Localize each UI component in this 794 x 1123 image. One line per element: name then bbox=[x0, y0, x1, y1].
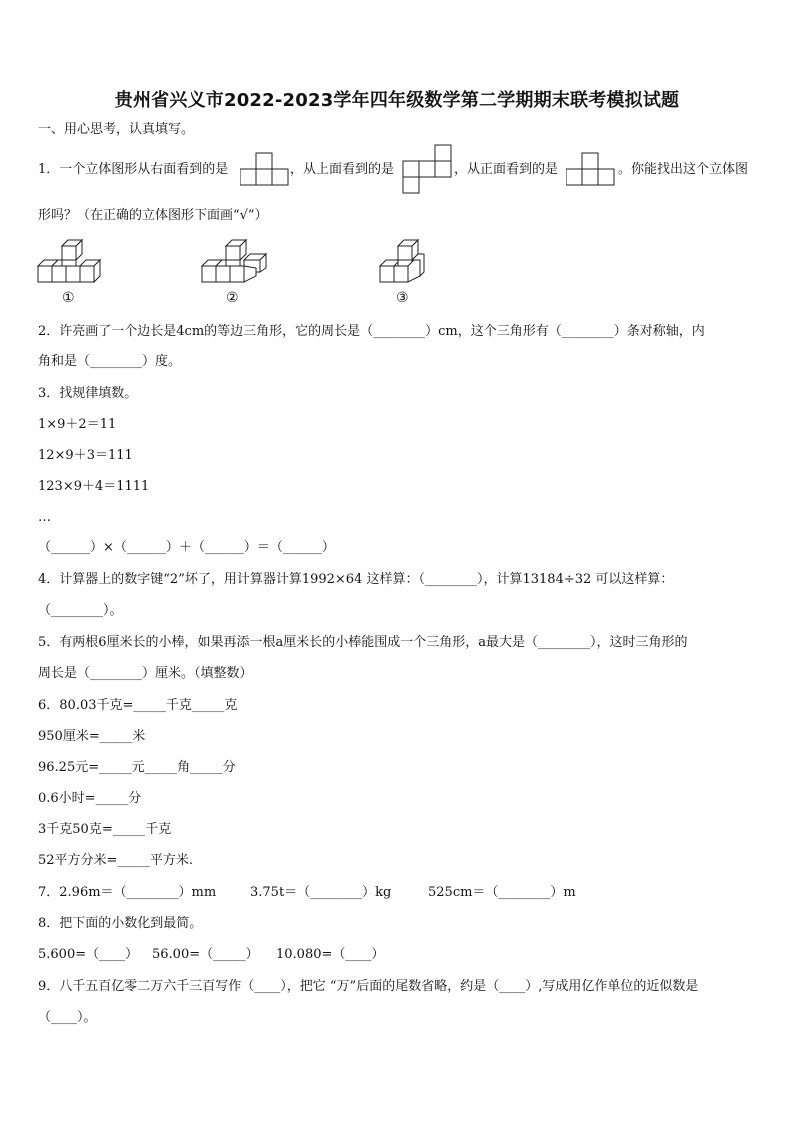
question-3-blank: （______）×（______）＋（______）＝（______） bbox=[38, 540, 335, 555]
question-8-part-b: 56.00=（_____） bbox=[152, 947, 259, 962]
question-6-line1: 6．80.03千克=_____千克_____克 bbox=[38, 698, 238, 713]
question-8-part-c: 10.080=（____） bbox=[276, 947, 385, 962]
question-8-part-a: 5.600=（____） bbox=[38, 947, 139, 962]
question-4-line1: 4．计算器上的数字键“2”坏了，用计算器计算1992×64 这样算：（________），计算13184÷32 可以这样算： bbox=[38, 572, 674, 587]
top-view-figure bbox=[402, 144, 454, 196]
question-1-line2: 形吗？（在正确的立体图形下面画“√”） bbox=[38, 208, 268, 223]
option-3-label: ③ bbox=[396, 290, 409, 306]
question-3-ellipsis: … bbox=[38, 510, 51, 525]
question-6-line6: 52平方分米=_____平方米. bbox=[38, 853, 194, 868]
right-view-figure bbox=[240, 152, 292, 186]
q1-part2: ，从上面看到的是 bbox=[290, 162, 395, 177]
question-6-line3: 96.25元=_____元_____角_____分 bbox=[38, 760, 236, 775]
question-6-line4: 0.6小时=_____分 bbox=[38, 791, 142, 806]
q1-part3: ，从正面看到的是 bbox=[454, 162, 559, 177]
section-heading: 一、用心思考，认真填写。 bbox=[38, 122, 195, 137]
option-2-label: ② bbox=[226, 290, 239, 306]
solid-option-2-figure bbox=[200, 238, 272, 286]
question-9-line1: 9．八千五百亿零二万六千三百写作（____），把它 “万”后面的尾数省略，约是（____）,写成用亿作单位的近似数是 bbox=[38, 979, 699, 994]
question-4-line2: （________）。 bbox=[38, 603, 123, 618]
question-1-text bbox=[38, 162, 228, 178]
question-2-line2: 角和是（________）度。 bbox=[38, 354, 182, 369]
page-title: 贵州省兴义市2022-2023学年四年级数学第二学期期末联考模拟试题 bbox=[114, 90, 680, 111]
question-7-part-a: 7．2.96m＝（________）mm bbox=[38, 885, 217, 900]
question-7-part-b: 3.75t＝（________）kg bbox=[250, 885, 392, 900]
question-5-line1: 5．有两根6厘米长的小棒，如果再添一根a厘米长的小棒能围成一个三角形，a最大是（________），这时三角形的 bbox=[38, 635, 688, 650]
question-3-line1: 3．找规律填数。 bbox=[38, 386, 138, 401]
question-6-line5: 3千克50克=_____千克 bbox=[38, 822, 172, 837]
question-7-part-c: 525cm＝（________）m bbox=[428, 885, 576, 900]
front-view-figure bbox=[566, 152, 618, 186]
question-3-equation-1: 1×9＋2＝11 bbox=[38, 417, 117, 432]
question-6-line2: 950厘米=_____米 bbox=[38, 729, 146, 744]
option-1-label: ① bbox=[62, 290, 75, 306]
solid-option-3-figure bbox=[378, 238, 430, 286]
question-8-line1: 8．把下面的小数化到最简。 bbox=[38, 916, 203, 931]
q1-part4: 。你能找出这个立体图 bbox=[618, 162, 749, 177]
question-3-equation-2: 12×9＋3＝111 bbox=[38, 448, 133, 463]
question-3-equation-3: 123×9＋4＝1111 bbox=[38, 479, 150, 494]
question-2-line1: 2．许亮画了一个边长是4cm的等边三角形，它的周长是（________）cm，这个三角形有（________）条对称轴，内 bbox=[38, 324, 705, 339]
solid-option-1-figure bbox=[36, 238, 106, 286]
question-5-line2: 周长是（________）厘米。（填整数） bbox=[38, 666, 253, 681]
q1-part1: 1．一个立体图形从右面看到的是 bbox=[38, 162, 229, 177]
question-9-line2: （____）。 bbox=[38, 1010, 97, 1025]
